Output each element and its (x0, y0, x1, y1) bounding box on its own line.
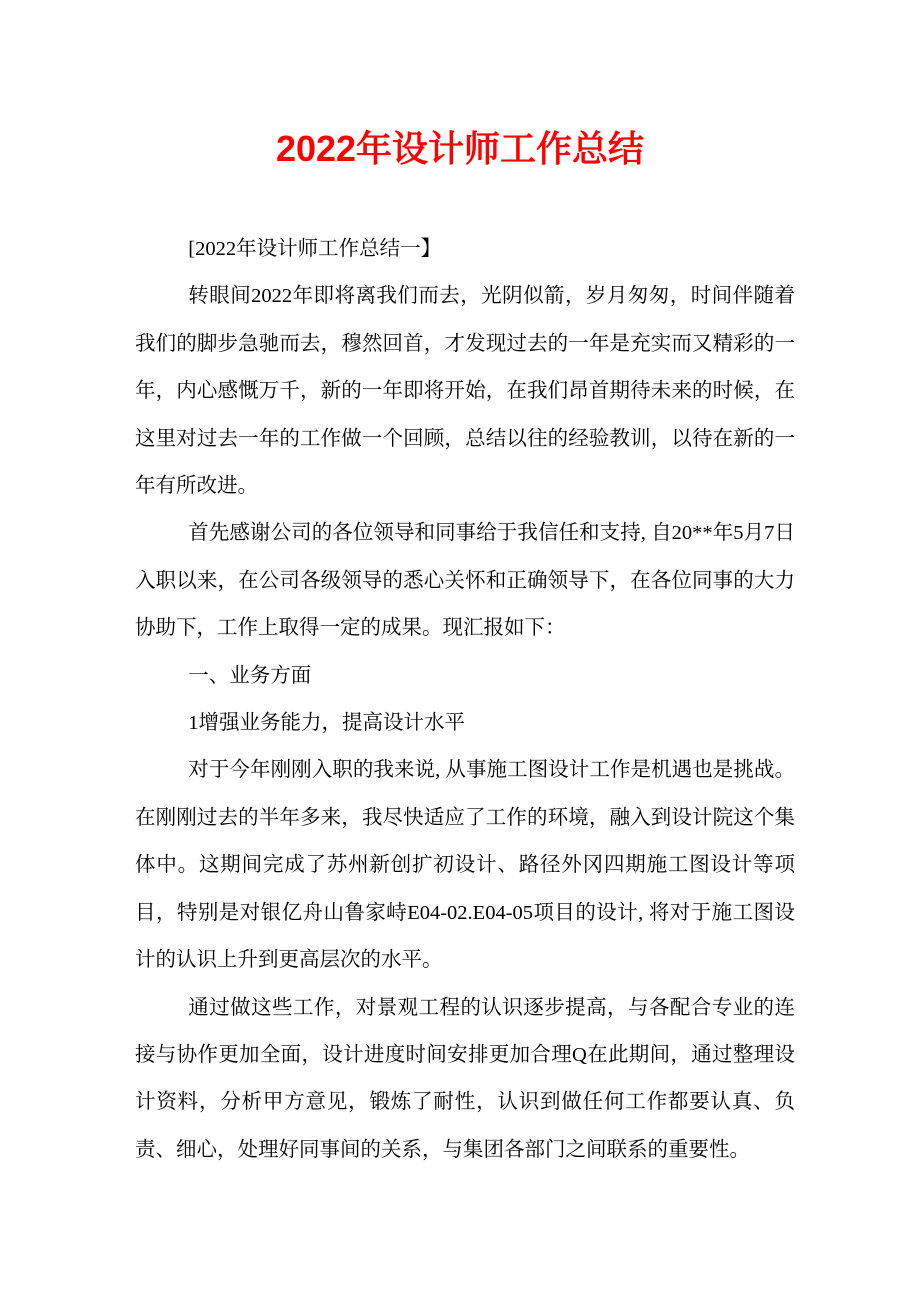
document-body (135, 226, 795, 1174)
section-heading-business: 一、业务方面 (188, 664, 312, 687)
paragraph-thanks: 首先感谢公司的各位领导和同事给于我信任和支持, 自20**年5月7日入职以来，在公司各级领导的悉心关怀和正确领导下，在各位同事的大力协助下，工作上取得一定的成果。现汇报如下： (135, 522, 795, 640)
paragraph-reflection: 通过做这些工作，对景观工程的认识逐步提高，与各配合专业的连接与协作更加全面，设计进度时间安排更加合理Q在此期间，通过整理设计资料，分析甲方意见，锻炼了耐性，认识到做任何工作都要认真、负责、细心，处理好同事间的关系，与集团各部门之间联系的重要性。 (135, 996, 795, 1161)
section-heading-summary-one: [2022年设计师工作总结一】 (188, 238, 442, 260)
paragraph-projects: 对于今年刚刚入职的我来说, 从事施工图设计工作是机遇也是挑战。在刚刚过去的半年多来，我尽快适应了工作的环境，融入到设计院这个集体中。这期间完成了苏州新创扩初设计、路径外冈四期施工图设计等项目，特别是对银亿舟山鲁家峙E04-02.E04-05项目的设计, 将对于施工图设计的认识上升到更高层次的水平。 (135, 759, 795, 972)
document-title: 2022年设计师工作总结 (275, 128, 645, 169)
subsection-heading-design-skill: 1增强业务能力，提高设计水平 (188, 712, 466, 735)
paragraph-intro: 转眼间2022年即将离我们而去，光阴似箭，岁月匆匆，时间伴随着我们的脚步急驰而去，穆然回首，才发现过去的一年是充实而又精彩的一年，内心感慨万千，新的一年即将开始，在我们昂首期待未来的时候，在这里对过去一年的工作做一个回顾，总结以往的经验教训，以待在新的一年有所改进。 (135, 285, 795, 498)
